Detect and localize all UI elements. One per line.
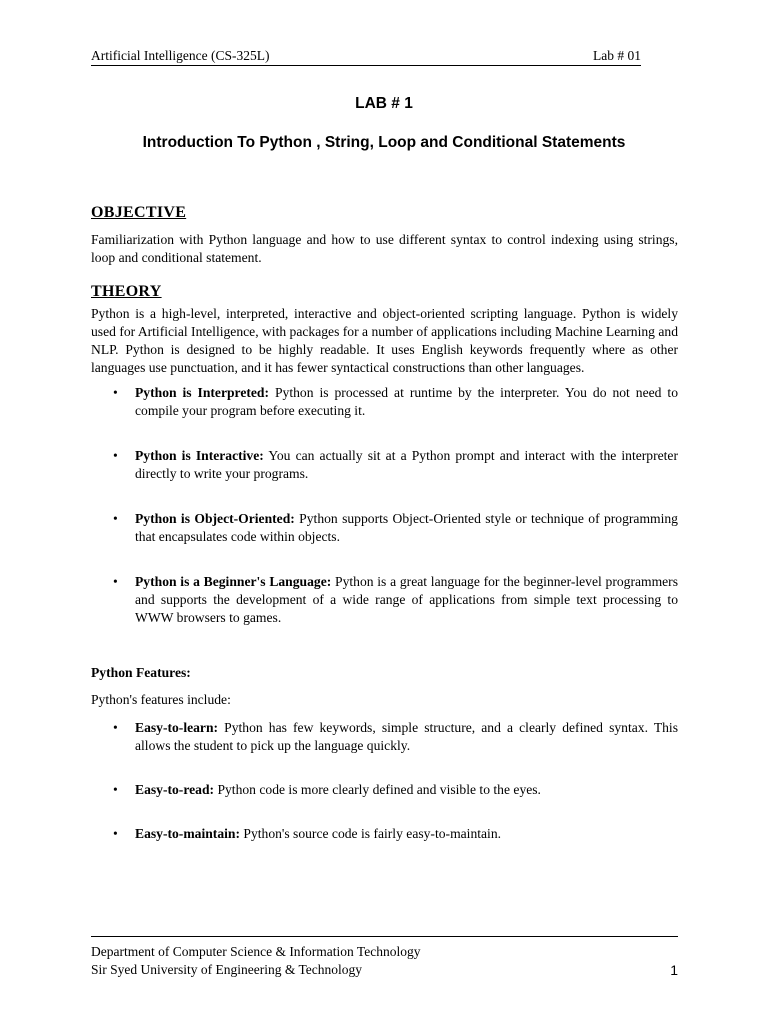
- document-title: Introduction To Python , String, Loop and Conditional Statements: [142, 134, 626, 151]
- document-body: [91, 203, 678, 843]
- bullet-icon: •: [113, 448, 118, 463]
- bullet-text: Python has few keywords, simple structure, and a clearly defined syntax. This allows the student to pick up the language quickly.: [135, 720, 678, 753]
- objective-heading: OBJECTIVE: [91, 204, 187, 221]
- bullet-term: Python is a Beginner's Language:: [135, 574, 332, 589]
- page-footer: [91, 936, 678, 979]
- footer-department: Department of Computer Science & Information Technology: [91, 944, 421, 959]
- theory-text: Python is a high-level, interpreted, interactive and object-oriented scripting language. Python is widely used for Artificial Intelligence, with packages for a number of applications including Machine Learning and NLP. Python is designed to be highly readable. It uses English keywords frequently where as other languages use punctuation, and it has fewer syntactical constructions than other languages.: [91, 306, 678, 375]
- objective-text: Familiarization with Python language and how to use different syntax to control indexing using strings, loop and conditional statement.: [91, 232, 678, 265]
- bullet-text: Python supports Object-Oriented style or technique of programming that encapsulates code within objects.: [135, 511, 678, 544]
- theory-bullet-list: [91, 384, 678, 627]
- list-item: [91, 447, 678, 483]
- footer-row: [91, 961, 678, 979]
- bullet-text: Python is processed at runtime by the interpreter. You do not need to compile your program before executing it.: [135, 385, 678, 418]
- bullet-icon: •: [113, 720, 118, 735]
- list-item: [91, 781, 678, 799]
- lab-title: LAB # 1: [355, 95, 413, 112]
- list-item: [91, 573, 678, 627]
- list-item: [91, 719, 678, 755]
- page-header: [91, 47, 641, 66]
- features-intro: Python's features include:: [91, 692, 231, 707]
- bullet-icon: •: [113, 511, 118, 526]
- footer-university: Sir Syed University of Engineering & Technology: [91, 962, 363, 977]
- bullet-text: Python code is more clearly defined and visible to the eyes.: [214, 782, 541, 797]
- list-item: [91, 384, 678, 420]
- bullet-term: Python is Object-Oriented:: [135, 511, 295, 526]
- header-course: Artificial Intelligence (CS-325L): [91, 48, 270, 63]
- features-heading: Python Features:: [91, 665, 191, 680]
- bullet-term: Python is Interactive:: [135, 448, 264, 463]
- bullet-term: Python is Interpreted:: [135, 385, 270, 400]
- theory-heading: THEORY: [91, 283, 162, 300]
- bullet-icon: •: [113, 574, 118, 589]
- bullet-text: Python's source code is fairly easy-to-maintain.: [239, 826, 502, 841]
- features-bullet-list: [91, 719, 678, 843]
- bullet-icon: •: [113, 385, 118, 400]
- header-lab-number: Lab # 01: [593, 48, 641, 63]
- bullet-term: Easy-to-read:: [135, 782, 215, 797]
- bullet-text: You can actually sit at a Python prompt and interact with the interpreter directly to write your programs.: [135, 448, 678, 481]
- bullet-icon: •: [113, 782, 118, 797]
- bullet-term: Easy-to-maintain:: [135, 826, 240, 841]
- bullet-text: Python is a great language for the beginner-level programmers and supports the development of a wide range of applications from simple text processing to WWW browsers to games.: [135, 574, 678, 625]
- bullet-icon: •: [113, 826, 118, 841]
- list-item: [91, 510, 678, 546]
- page-number: 1: [670, 962, 678, 978]
- list-item: [91, 825, 678, 843]
- bullet-term: Easy-to-learn:: [135, 720, 219, 735]
